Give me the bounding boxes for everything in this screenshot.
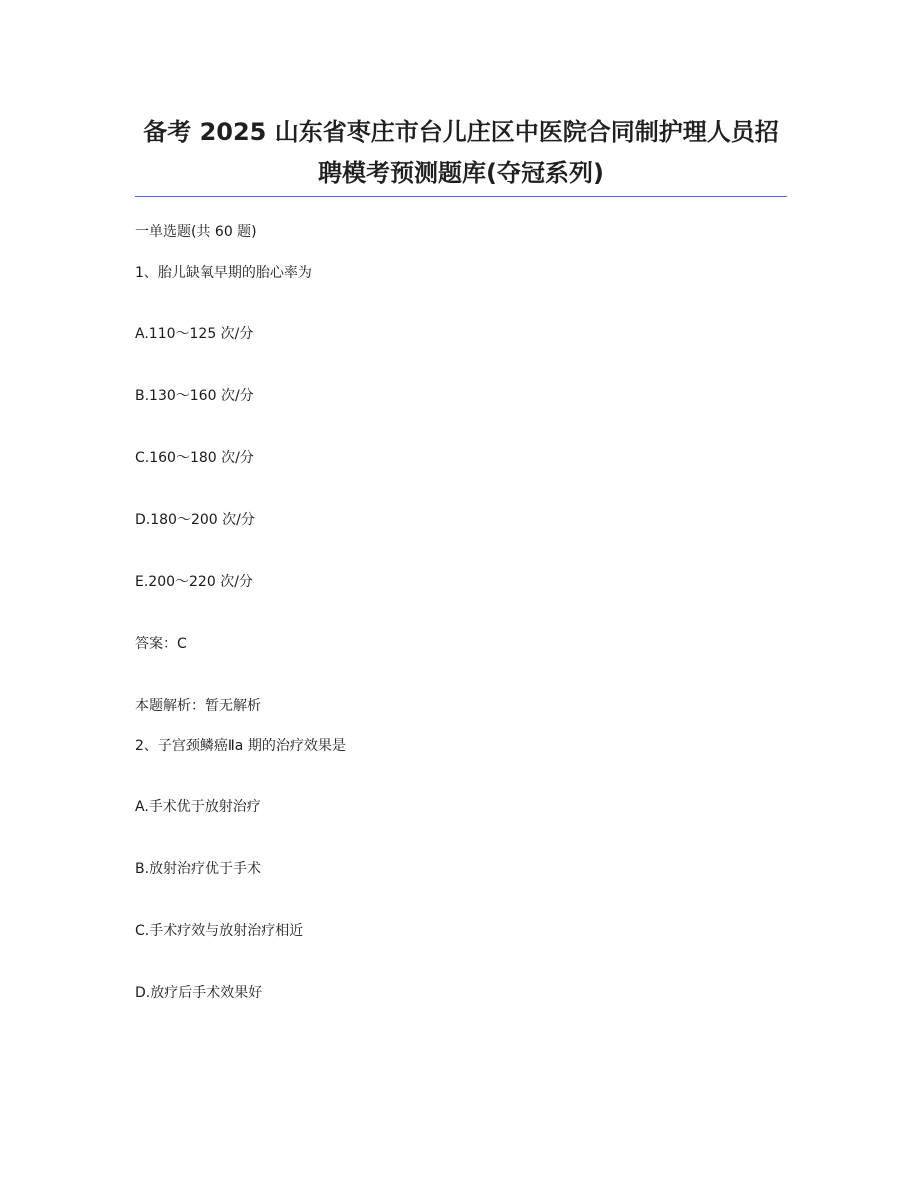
question-1-stem: 1、胎儿缺氧早期的胎心率为 — [135, 265, 312, 281]
question-2-stem: 2、子宫颈鳞癌Ⅱa 期的治疗效果是 — [135, 738, 346, 754]
question-2-option-d: D.放疗后手术效果好 — [135, 985, 263, 1001]
document-title — [135, 112, 787, 194]
document-title-line-1: 备考 2025 山东省枣庄市台儿庄区中医院合同制护理人员招 — [143, 118, 779, 146]
section-heading: 一单选题(共 60 题) — [135, 224, 257, 240]
question-1-option-e: E.200～220 次/分 — [135, 574, 253, 590]
question-2-option-b: B.放射治疗优于手术 — [135, 861, 262, 877]
question-1-answer: 答案：C — [135, 636, 187, 652]
question-1-option-d: D.180～200 次/分 — [135, 512, 255, 528]
question-1-option-b: B.130～160 次/分 — [135, 388, 254, 404]
question-2-option-a: A.手术优于放射治疗 — [135, 799, 261, 815]
question-1-option-c: C.160～180 次/分 — [135, 450, 254, 466]
document-title-line-2: 聘模考预测题库(夺冠系列) — [318, 159, 604, 187]
question-2-option-c: C.手术疗效与放射治疗相近 — [135, 923, 304, 939]
question-1-analysis: 本题解析：暂无解析 — [135, 698, 261, 714]
title-divider — [135, 196, 787, 197]
question-1-option-a: A.110～125 次/分 — [135, 326, 254, 342]
